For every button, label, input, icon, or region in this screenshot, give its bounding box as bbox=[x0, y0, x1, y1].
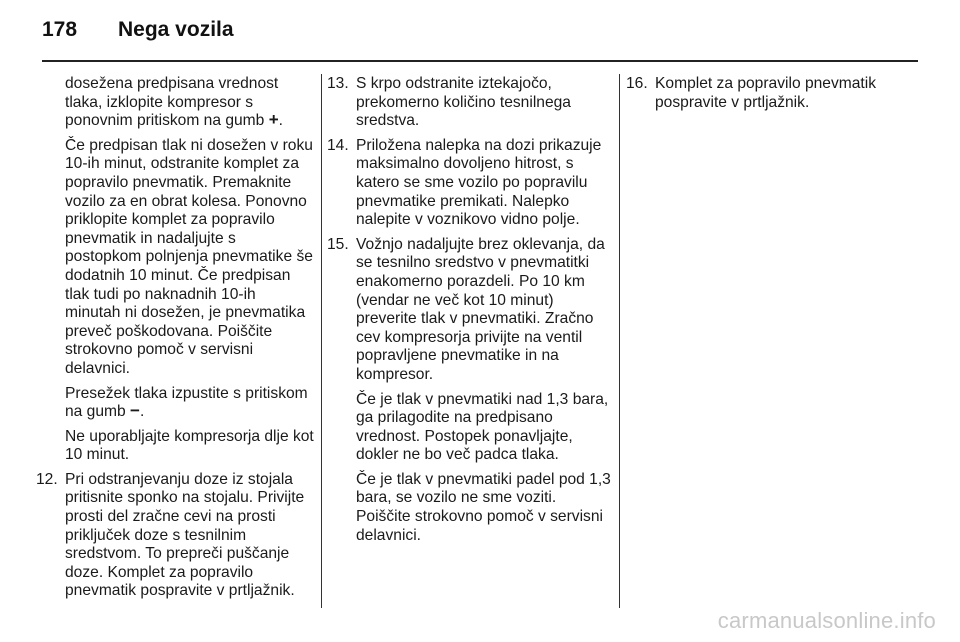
list-item-14 bbox=[327, 136, 613, 230]
paragraph-release-pressure bbox=[65, 385, 314, 422]
list-text: Priložena nalepka na dozi prikazuje maksimalno dovoljeno hitrost, s katero se sme vozilo po popravilu pnevmatike premikati. Nalepko nalepite v voznikovo vidno polje. bbox=[356, 136, 602, 229]
watermark: carmanualsonline.info bbox=[717, 608, 936, 633]
paragraph-text: dosežena predpisana vrednost tlaka, izklopite kompresor s ponovnim pritiskom na gumb bbox=[65, 75, 279, 130]
paragraph-inflate-stop bbox=[65, 75, 314, 131]
list-text: Vožnjo nadaljujte brez oklevanja, da se tesnilno sredstvo v pnevmatitki enakomerno porazdeli. Po 10 km (vendar ne več kot 10 minut) preverite tlak v pnevmatiki. Zračno cev kompresorja privijte na ventil popravljene pnevmatike in na kompresor. bbox=[356, 235, 605, 383]
column-middle bbox=[327, 75, 613, 551]
list-subparagraph: Če je tlak v pnevmatiki nad 1,3 bara, ga prilagodite na predpisano vrednost. Postopek ponavljajte, dokler ne bo več padca tlaka. bbox=[356, 390, 609, 464]
paragraph-text: Presežek tlaka izpustite s pritiskom na gumb bbox=[65, 384, 308, 421]
list-item-15 bbox=[327, 235, 613, 546]
page-header bbox=[42, 18, 234, 48]
list-subparagraph: Če je tlak v pnevmatiki padel pod 1,3 bara, se vozilo ne sme voziti. Poiščite strokovno pomoč v servisni delavnici. bbox=[356, 470, 611, 544]
list-number: 14. bbox=[327, 136, 349, 154]
paragraph-compressor-limit: Ne uporabljajte kompresorja dlje kot 10 minut. bbox=[65, 427, 314, 464]
paragraph-pressure-not-reached: Če predpisan tlak ni dosežen v roku 10-ih minut, odstranite komplet za popravilo pnevmatik. Premaknite vozilo za en obrat kolesa. Ponovno priklopite komplet za popravilo pnevmatik in nadaljujte s postopkom polnjenja pnevmatike še dodatnih 10 minut. Če predpisan tlak tudi po naknadnih 10-ih minutah ni dosežen, je pnevmatika preveč poškodovana. Poiščite strokovno pomoč v servisni delavnici. bbox=[65, 136, 313, 377]
list-text: Komplet za popravilo pnevmatik pospravite v prtljažnik. bbox=[655, 75, 877, 111]
column-divider bbox=[619, 74, 620, 608]
list-item-12 bbox=[36, 470, 314, 601]
list-text: Pri odstranjevanju doze iz stojala pritisnite sponko na stojalu. Privijte prosti del zračne cevi na prosti priključek doze s tesnilnim sredstvom. To prepreči puščanje doze. Komplet za popravilo pnevmatik pospravite v prtljažnik. bbox=[65, 470, 305, 600]
list-number: 12. bbox=[36, 470, 58, 488]
list-number: 16. bbox=[626, 75, 648, 92]
punctuation: . bbox=[139, 403, 145, 421]
page-title: Nega vozila bbox=[118, 18, 234, 41]
minus-button-icon: − bbox=[130, 401, 140, 421]
column-divider bbox=[321, 74, 322, 608]
list-item-16 bbox=[626, 75, 922, 112]
list-item-13 bbox=[327, 75, 613, 131]
column-right bbox=[626, 75, 922, 118]
column-left bbox=[36, 75, 314, 607]
list-number: 15. bbox=[327, 235, 349, 253]
punctuation: . bbox=[278, 112, 283, 130]
list-number: 13. bbox=[327, 75, 349, 92]
header-rule bbox=[42, 60, 918, 62]
list-text: S krpo odstranite iztekajočo, prekomerno količino tesnilnega sredstva. bbox=[356, 75, 571, 130]
page-number: 178 bbox=[42, 18, 78, 41]
plus-button-icon: + bbox=[268, 110, 279, 130]
